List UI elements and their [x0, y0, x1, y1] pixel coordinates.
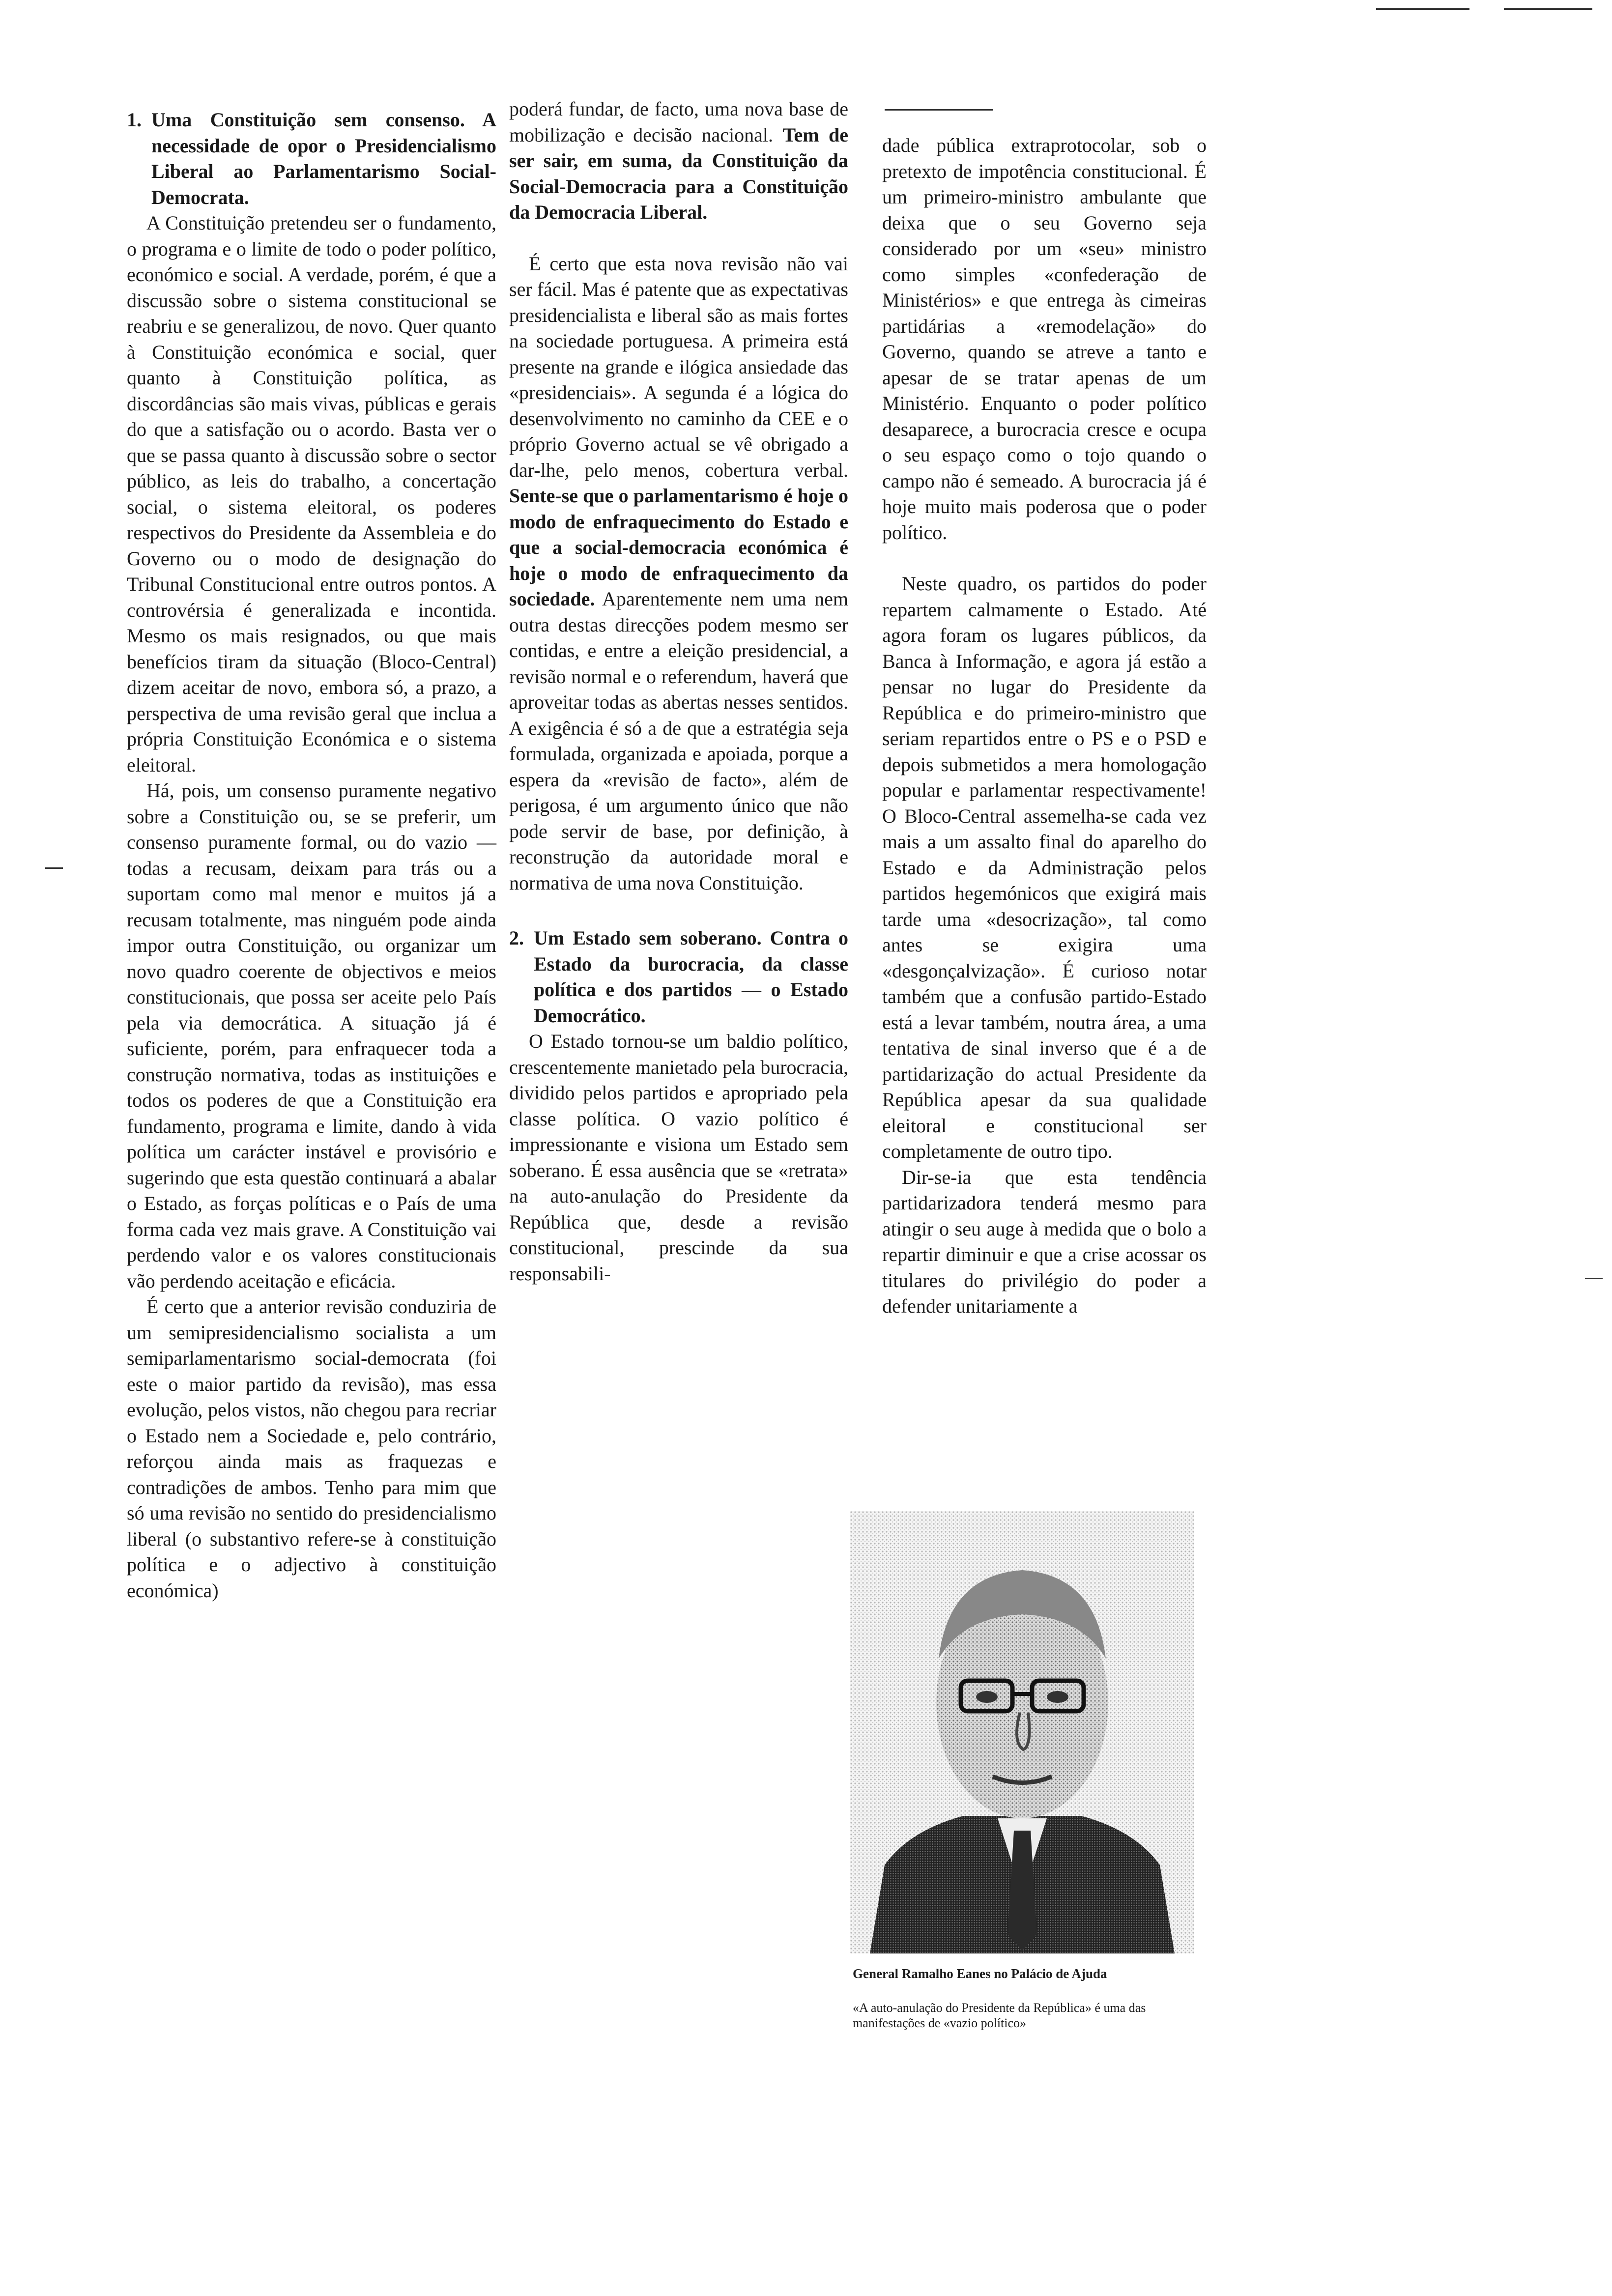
portrait-illustration: [850, 1511, 1194, 1953]
paragraph: [509, 96, 848, 226]
margin-mark: [1585, 1278, 1603, 1279]
paragraph: Há, pois, um consenso puramente negativo sobre a Constituição ou, se se preferir, um consenso puramente formal, ou do vazio — todas a recusam, deixam para trás ou a suportam como mal menor e muitos já a recusam totalmente, mas ninguém pode ainda impor outra Constituição, ou organizar um novo quadro coerente de objectivos e meios constitucionais, que possa ser aceite pelo País pela via democrática. A situação já é suficiente, porém, para enfraquecer toda a construção normativa, todas as instituições e todos os poderes de que a Constituição era fundamento, programa e limite, dando à vida política um carácter instável e provisório e sugerindo que esta questão continuará a abalar o Estado, as forças políticas e o País de uma forma cada vez mais grave. A Constituição vai perdendo valor e os valores constitucionais vão perdendo aceitação e eficácia.: [127, 779, 496, 1292]
top-edge-line: [1376, 8, 1469, 10]
top-edge-line: [1504, 8, 1592, 10]
section-2-heading: [509, 925, 848, 1029]
paragraph-text: É certo que esta nova revisão não vai ser fácil. Mas é patente que as expectativas presidencialista e liberal são as mais fortes na sociedade portuguesa. A primeira está presente na grande e ilógica ansiedade das «presidenciais». A segunda é a lógica do desenvolvimento no caminho da CEE e o próprio Governo actual se vê obrigado a dar-lhe, pelo menos, cobertura verbal.: [509, 252, 848, 481]
photo-caption-text: «A auto-anulação do Presidente da República» é uma das manifestações de «vazio político»: [853, 2001, 1146, 2030]
article-column-3: [882, 133, 1207, 1320]
section-title: Uma Constituição sem consenso. A necessidade de opor o Presidencialismo Liberal ao Parlamentarismo Social-Democrata.: [151, 109, 496, 208]
section-number: 2.: [509, 927, 524, 949]
column-rule: [885, 109, 993, 111]
margin-mark: [45, 867, 63, 869]
paragraph-text: poderá fundar, de facto, uma nova base de mobilização e decisão nacional.: [509, 98, 848, 146]
article-column-2: [509, 96, 848, 1287]
bold-statement: Tem de ser sair, em suma, da Constituição da Social-Democracia para a Constituição da Democracia Liberal.: [509, 123, 849, 223]
article-column-1: [127, 107, 496, 1604]
section-1-heading: [127, 107, 496, 210]
paragraph: [509, 251, 848, 896]
paragraph-text: Aparentemente nem uma nem outra destas direcções podem mesmo ser contidas, e entre a eleição presidencial, a revisão normal e o referendum, haverá que aproveitar todas as abertas nesses sentidos. A exigência é só a de que a estratégia seja formulada, organizada e apoiada, porque a espera da «revisão de facto», além de perigosa, é um argumento único que não pode servir de base, por definição, à reconstrução da autoridade moral e normativa de uma nova Constituição.: [509, 588, 849, 894]
section-title: Um Estado sem soberano. Contra o Estado da burocracia, da classe política e dos partidos — o Estado Democrático.: [534, 927, 848, 1027]
photo-caption-title: General Ramalho Eanes no Palácio de Ajuda: [853, 1966, 1107, 1981]
paragraph: Neste quadro, os partidos do poder repartem calmamente o Estado. Até agora foram os lugares públicos, da Banca à Informação, e agora já estão a pensar no lugar do Presidente da República e do primeiro-ministro que seriam repartidos entre o PS e o PSD e depois submetidos a mera homologação popular e parlamentar respectivamente! O Bloco-Central assemelha-se cada vez mais a um assalto final do aparelho do Estado e da Administração pelos partidos hegemónicos que exigirá mais tarde uma «desocrização», tal como antes se exigira uma «desgonçalvização». É curioso notar também que a confusão partido-Estado está a levar também, noutra área, a uma tentativa de sinal inverso que é a de partidarização do actual Presidente da República apesar da sua qualidade eleitoral e constitucional ser completamente de outro tipo.: [882, 573, 1207, 1162]
paragraph: dade pública extraprotocolar, sob o pretexto de impotência constitucional. É um primeiro-ministro ambulante que deixa que o seu Governo seja considerado por um «seu» ministro como simples «confederação de Ministérios» e que entrega às cimeiras partidárias a «remodelação» do Governo, quando se atreve a tanto e apesar de se tratar apenas de um Ministério. Enquanto o poder político desaparece, a burocracia cresce e ocupa o seu espaço como o tojo quando o campo não é semeado. A burocracia já é hoje muito mais poderosa que o poder político.: [882, 134, 1207, 544]
bold-statement: Sente-se que o parlamentarismo é hoje o modo de enfraquecimento do Estado e que a social-democracia económica é hoje o modo de enfraquecimento da sociedade.: [509, 485, 848, 610]
portrait-photo: [850, 1511, 1194, 1953]
paragraph: A Constituição pretendeu ser o fundamento, o programa e o limite de todo o poder político, económico e social. A verdade, porém, é que a discussão sobre o sistema constitucional se reabriu e se generalizou, de novo. Quer quanto à Constituição económica e social, quer quanto à Constituição política, as discordâncias são mais vivas, públicas e gerais do que a satisfação ou o acordo. Basta ver o que se passa quanto à discussão sobre o sector público, as leis do trabalho, a concertação social, o sistema eleitoral, os poderes respectivos do Presidente da Assembleia e do Governo ou o modo de designação do Tribunal Constitucional entre outros pontos. A controvérsia é generalizada e incontida. Mesmo os mais resignados, ou que mais benefícios tiram da situação (Bloco-Central) dizem aceitar de novo, embora só, a prazo, a perspectiva de uma revisão geral que inclua a própria Constituição Económica e o sistema eleitoral.: [127, 212, 496, 776]
paragraph: Dir-se-ia que esta tendência partidarizadora tenderá mesmo para atingir o seu auge à medida que o bolo a repartir diminuir e que a crise acossar os titulares do privilégio do poder a defender unitariamente a: [882, 1166, 1207, 1317]
paragraph: O Estado tornou-se um baldio político, crescentemente manietado pela burocracia, dividido pelos partidos e apropriado pela classe política. O vazio político é impressionante e visiona um Estado sem soberano. É essa ausência que se «retrata» na auto-anulação do Presidente da República que, desde a revisão constitucional, prescinde da sua responsabili-: [509, 1030, 848, 1285]
paragraph: É certo que a anterior revisão conduziria de um semipresidencialismo socialista a um semiparlamentarismo social-democrata (foi este o maior partido da revisão), mas essa evolução, pelos vistos, não chegou para recriar o Estado nem a Sociedade e, pelo contrário, reforçou ainda mais as fraquezas e contradições de ambos. Tenho para mim que só uma revisão no sentido do presidencialismo liberal (o substantivo refere-se à constituição política e o adjectivo à constituição económica): [127, 1295, 496, 1602]
section-number: 1.: [127, 109, 142, 131]
